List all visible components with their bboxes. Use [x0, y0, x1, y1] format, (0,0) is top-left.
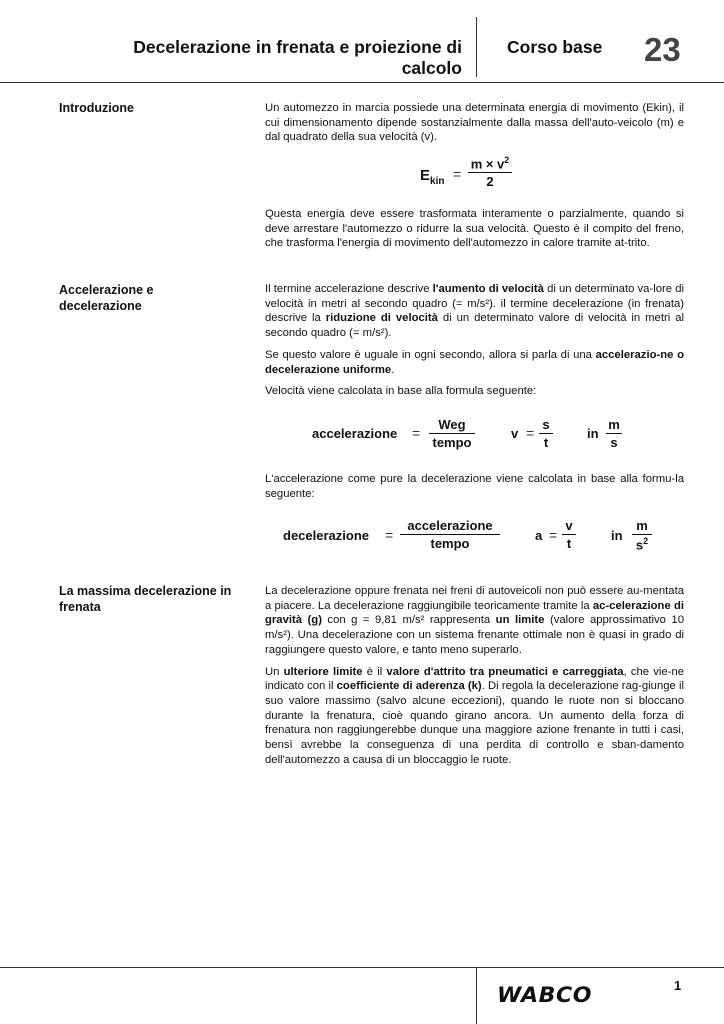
wabco-logo: WABCO: [497, 983, 592, 1007]
ekin-equals: =: [453, 166, 462, 182]
ekin-fraction: $\frac{m \times v^2}{2}$: [468, 155, 512, 189]
accel-text-3: Velocità viene calcolata in base alla formula seguente:: [265, 385, 537, 398]
maxdecel-text-1: La decelerazione oppure frenata nei freni di autoveicoli non può essere au-mentata a piacere. La decelerazione raggiungibile teoricamente tramite la ac-celerazione di gravità (g) con g = 9,81 m/s² rappresenta un limite (valore approssimativo 10 m/s²). Una decelerazione con un sistema frenante ottimale non è quasi in grado di raggiungere questo valore, e tanto meno superarlo.: [265, 585, 684, 656]
accel-text-4: L'accelerazione come pure la decelerazione viene calcolata in base alla formu-la seguente:: [265, 473, 684, 500]
heading-massima-decelerazione: La massima decelerazione in frenata: [59, 584, 232, 614]
accel-paragraph-4: [265, 472, 684, 508]
accel-text-1: Il termine accelerazione descrive l'aumento di velocità di un determinato va-lore di velocità in metri al secondo quadro (= m/s²). il termine decelerazione (in frenata) descrive la riduzione di velocità di un determinato valore di velocità in metri al secondo quadro (= m/s²).: [265, 283, 684, 340]
accel-equals: =: [412, 425, 421, 441]
header-divider: [476, 17, 477, 77]
velocity-equals: =: [526, 425, 535, 441]
decel-unit-fraction: $\frac{m}{s^2}$: [632, 518, 652, 552]
page-number: 1: [674, 978, 682, 993]
footer-rule: [0, 967, 724, 968]
intro-paragraph-2: [265, 207, 684, 258]
maxdecel-text-2: Un ulteriore limite è il valore d'attrito tra pneumatici e carreggiata, che vie-ne indicato con il coefficiente di aderenza (k). Di regola la decelerazione rag-giunge il suo valore massimo (salvo alcune eccezioni), quando le ruote non si bloccano durante la frenatura, cioè quando girano ancora. Un aumento della forza di frenatura non raggiungerebbe dunque una maggiore azione frenante in tutti i casi, bensì avrebbe la conseguenza di una perdita di controllo e sban-damento dell'automezzo a causa di un bloccaggio le ruote.: [265, 665, 685, 766]
intro-text-2: Questa energia deve essere trasformata interamente o parzialmente, quando si deve arrestare l'automezzo o ridurre la sua velocità. Questo è il compito del freno, che trasforma l'energia di movimento dell'automezzo in calore tramite at-trito.: [265, 208, 684, 250]
heading-introduzione: Introduzione: [59, 101, 134, 115]
title-line-1: Decelerazione in frenata e proiezione di: [133, 37, 462, 57]
intro-paragraph-1: [265, 101, 684, 152]
course-label: Corso base: [507, 37, 603, 57]
accel-paragraphs: [265, 282, 684, 406]
accel-text-2: Se questo valore è uguale in ogni secondo, allora si parla di una accelerazio-ne o decelerazione uniforme.: [265, 348, 684, 376]
velocity-symbol: v: [511, 426, 519, 441]
chapter-number: 23: [644, 31, 681, 68]
ekin-symbol: $E_{kin}$: [420, 167, 445, 187]
page-title: [60, 37, 462, 79]
decel-a-equals: =: [549, 527, 558, 543]
decel-equals: =: [385, 527, 394, 543]
decel-lhs: decelerazione: [283, 528, 369, 543]
accel-fraction: Weg tempo: [429, 417, 475, 450]
footer-divider: [476, 967, 477, 1024]
maxdecel-paragraphs: [265, 584, 684, 774]
accel-unit-in: in: [587, 426, 599, 441]
title-line-2: calcolo: [401, 58, 462, 78]
velocity-fraction: $\frac{s}{t}$: [539, 417, 553, 450]
intro-text-1: Un automezzo in marcia possiede una determinata energia di movimento (Ekin), il cui dimensionamento dipende sostanzialmente dalla massa dell'auto-veicolo (m) e dal quadrato della sua velocità (v).: [265, 102, 684, 144]
heading-accelerazione: Accelerazione e decelerazione: [59, 283, 154, 313]
accel-lhs: accelerazione: [312, 426, 398, 441]
decel-fraction: accelerazione tempo: [400, 518, 500, 551]
decel-a-fraction: $\frac{v}{t}$: [562, 518, 576, 551]
header-rule: [0, 82, 724, 83]
accel-unit-fraction: $\frac{m}{s}$: [606, 417, 622, 450]
decel-a-symbol: a: [535, 528, 543, 543]
decel-unit-in: in: [611, 528, 623, 543]
